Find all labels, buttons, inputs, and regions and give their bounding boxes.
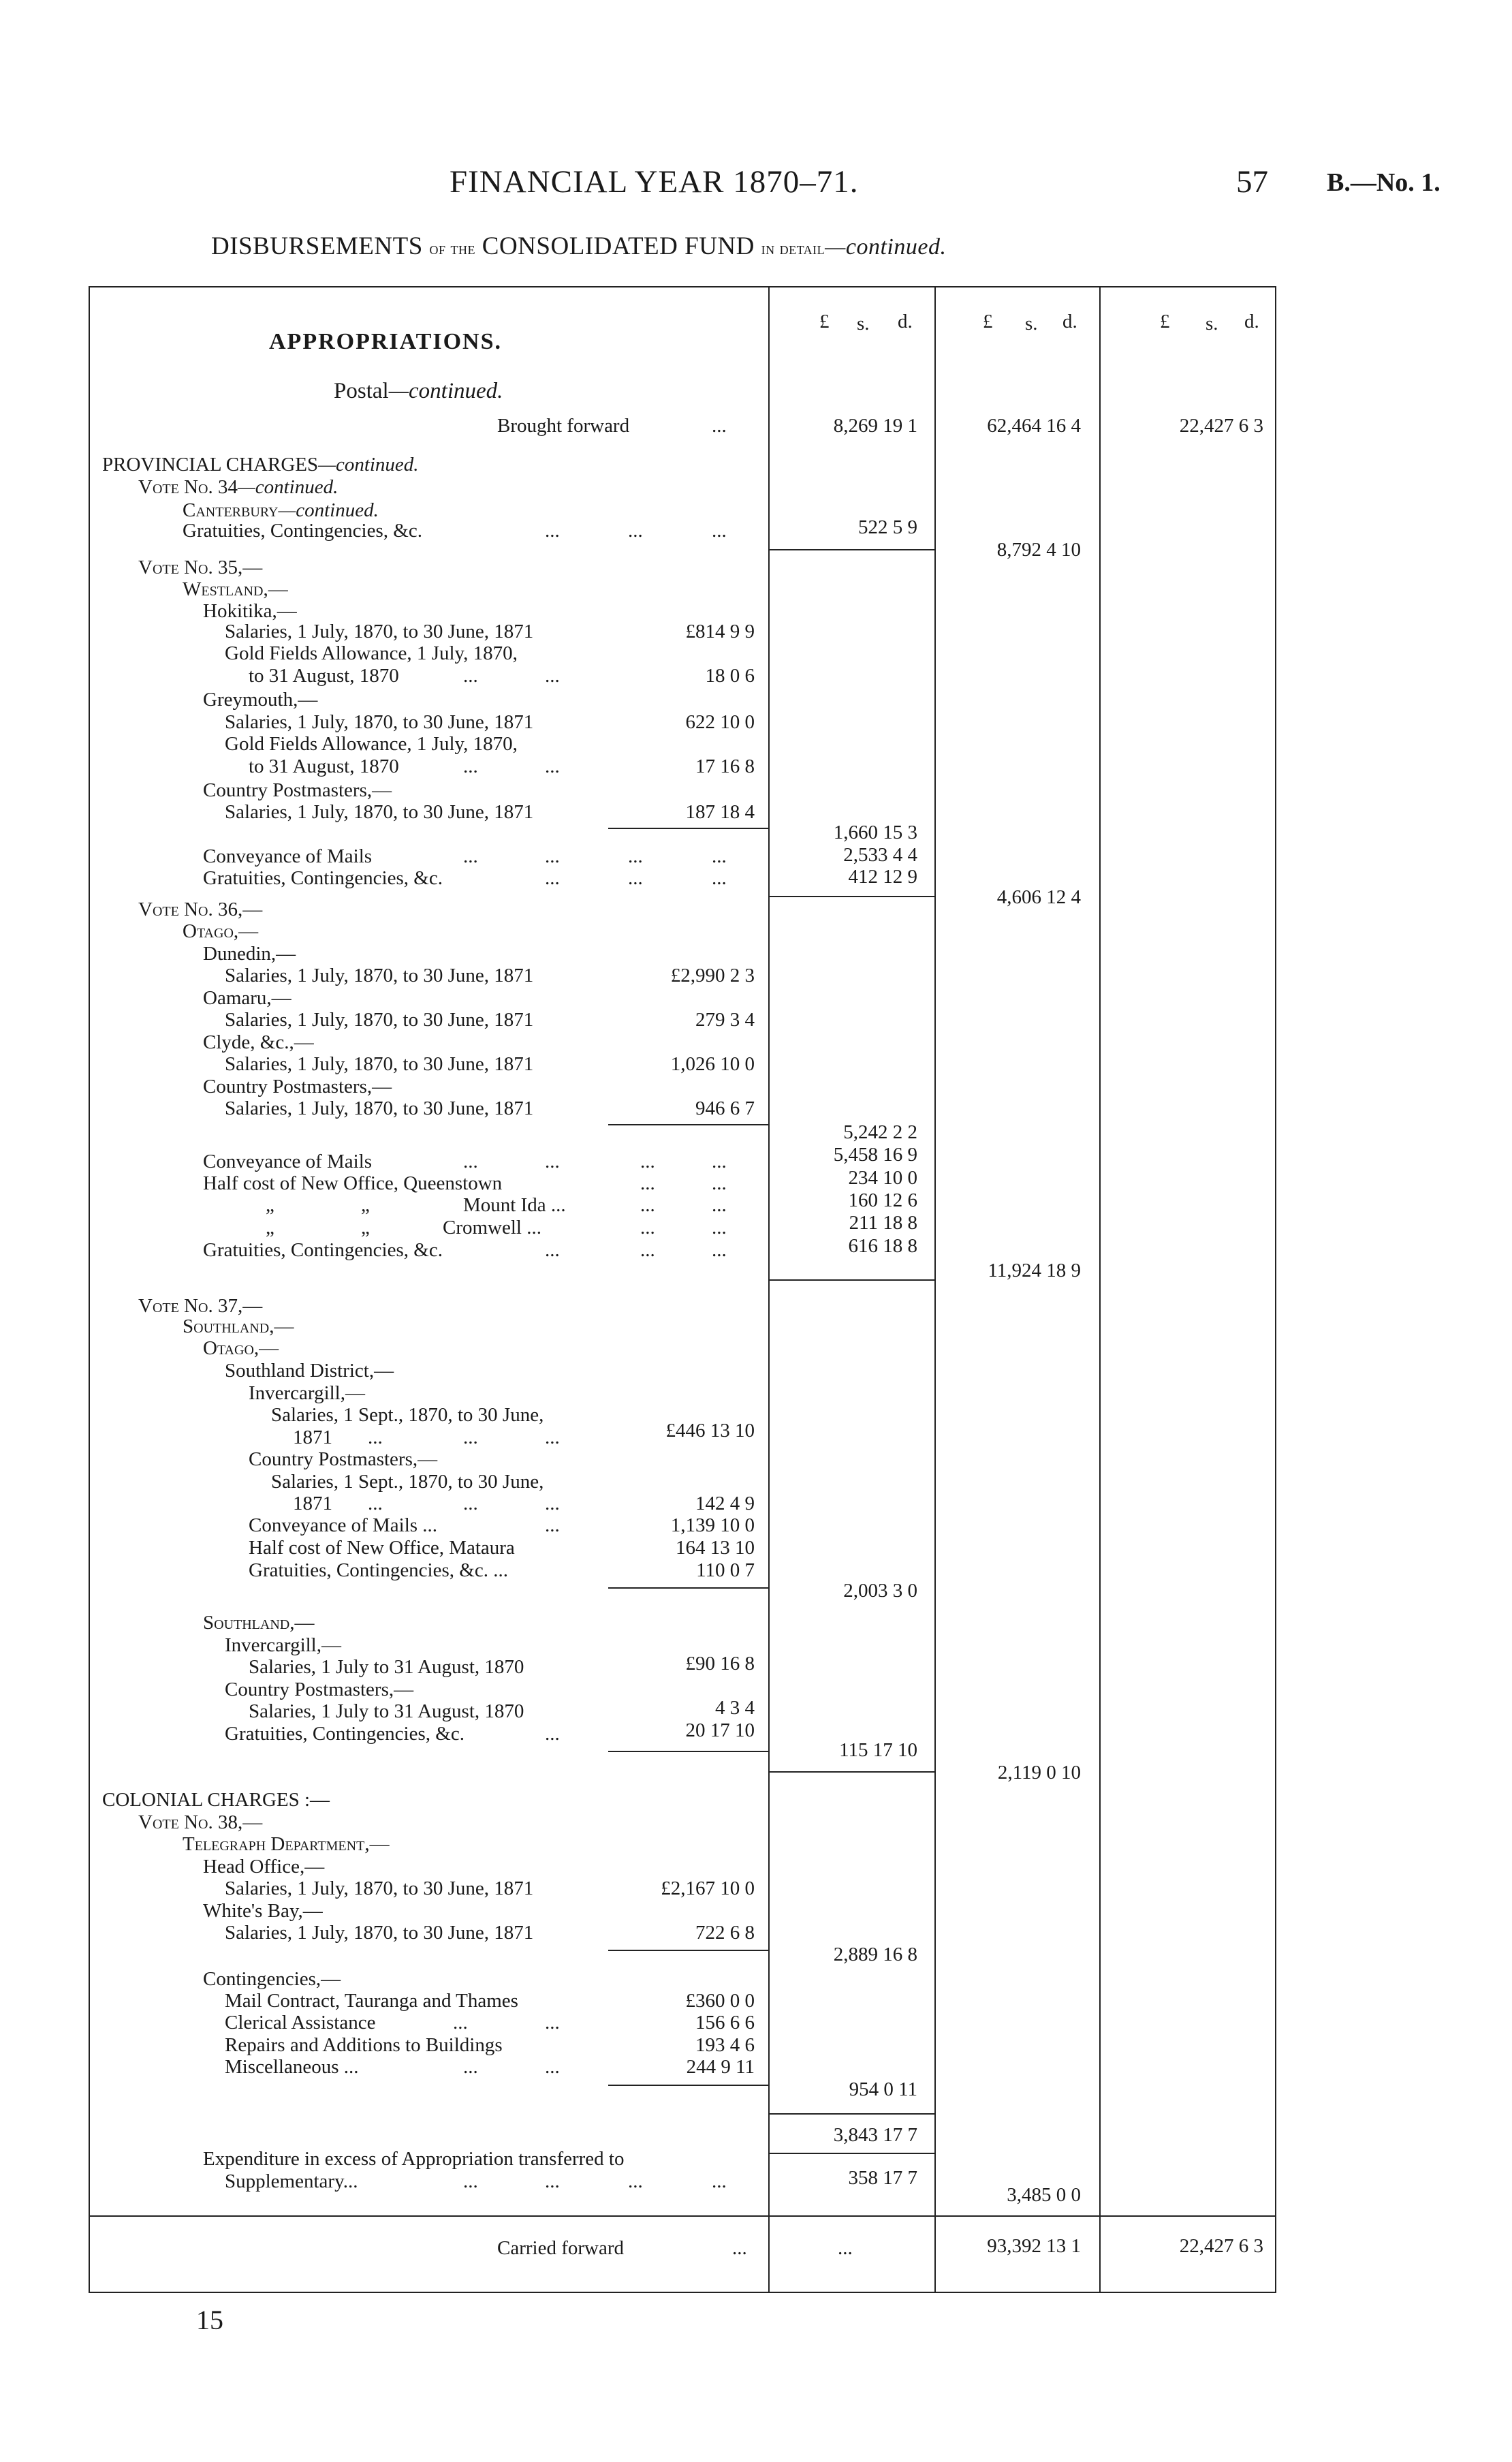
leader-dots: ... xyxy=(628,520,643,542)
leader-dots: ... xyxy=(545,665,560,687)
rule xyxy=(608,2085,768,2086)
leader-dots: ... xyxy=(545,1514,560,1536)
leader-dots: ... xyxy=(712,845,727,867)
repairs-label: Repairs and Additions to Buildings xyxy=(225,2034,503,2056)
gratuities-label: Gratuities, Contingencies, &c. ... xyxy=(249,1559,508,1581)
column-divider-3 xyxy=(1099,286,1101,2293)
westland-conveyance-value: 2,533 4 4 xyxy=(843,844,917,866)
rule xyxy=(768,896,934,897)
clerical-assistance-label: Clerical Assistance xyxy=(225,2012,376,2034)
leader-dots: ... xyxy=(453,2012,468,2034)
rule xyxy=(608,828,768,829)
westland-salaries-total: 1,660 15 3 xyxy=(833,822,917,843)
leader-dots: ... xyxy=(368,1493,383,1514)
brought-forward-c3: 22,427 6 3 xyxy=(1179,415,1263,437)
gold-fields-label: Gold Fields Allowance, 1 July, 1870, xyxy=(225,642,518,664)
leader-dots: ... xyxy=(545,2170,560,2192)
oamaru-heading: Oamaru,— xyxy=(203,987,292,1009)
carried-forward-c1: ... xyxy=(838,2237,853,2259)
leader-dots: ... xyxy=(463,1151,478,1172)
leader-dots: ... xyxy=(712,1239,727,1261)
otago-subheading: Otago,— xyxy=(203,1337,279,1359)
oamaru-salaries-value: 279 3 4 xyxy=(695,1009,755,1031)
table-bottom-rule xyxy=(89,2292,1275,2293)
carried-forward-rule xyxy=(89,2215,1275,2217)
leader-dots: ... xyxy=(545,867,560,889)
leader-dots: ... xyxy=(712,867,727,889)
rule xyxy=(768,1771,934,1773)
vote-37-heading: Vote No. 37,— xyxy=(138,1295,263,1317)
leader-dots: ... xyxy=(545,2056,560,2078)
greymouth-salaries-value: 622 10 0 xyxy=(685,711,755,733)
leader-dots: ... xyxy=(712,1151,727,1172)
otago-gratuities-value: 616 18 8 xyxy=(848,1235,917,1257)
clyde-salaries-label: Salaries, 1 July, 1870, to 30 June, 1871 xyxy=(225,1053,534,1075)
hokitika-heading: Hokitika,— xyxy=(203,600,297,622)
leader-dots: ... xyxy=(732,2237,747,2259)
leader-dots: ... xyxy=(545,1239,560,1261)
rule xyxy=(608,1751,768,1752)
leader-dots: ... xyxy=(640,1172,655,1194)
leader-dots: ... xyxy=(545,1151,560,1172)
postal-heading: Postal—continued. xyxy=(334,379,503,403)
southland-cpm-value: 4 3 4 xyxy=(715,1697,755,1719)
leader-dots: ... xyxy=(463,2170,478,2192)
country-postmasters-salaries-label-2: 1871 xyxy=(293,1493,332,1514)
conveyance-label: Conveyance of Mails xyxy=(203,845,373,867)
telegraph-department-heading: Telegraph Department,— xyxy=(183,1833,390,1855)
southland-invercargill-salaries-value: £90 16 8 xyxy=(685,1653,755,1674)
leader-dots: ... xyxy=(628,845,643,867)
invercargill-salaries-label-2: 1871 xyxy=(293,1427,332,1448)
vote-38-heading: Vote No. 38,— xyxy=(138,1811,263,1833)
clyde-heading: Clyde, &c.,— xyxy=(203,1031,314,1053)
rule xyxy=(768,2113,934,2115)
vote-36-heading: Vote No. 36,— xyxy=(138,899,263,920)
telegraph-total: 3,843 17 7 xyxy=(833,2124,917,2146)
vote-34-heading: Vote No. 34—continued. xyxy=(138,476,338,498)
leader-dots: ... xyxy=(463,755,478,777)
rule xyxy=(768,549,934,550)
ditto-mark: „ xyxy=(361,1194,370,1216)
leader-dots: ... xyxy=(640,1217,655,1238)
leader-dots: ... xyxy=(545,1723,560,1745)
westland-country-postmasters-value: 187 18 4 xyxy=(685,801,755,823)
southland-district-total: 2,003 3 0 xyxy=(843,1580,917,1602)
whites-bay-salaries-label: Salaries, 1 July, 1870, to 30 June, 1871 xyxy=(225,1922,534,1944)
country-postmasters-salaries-label: Salaries, 1 July, 1870, to 30 June, 1871 xyxy=(225,1097,534,1119)
canterbury-heading: Canterbury—continued. xyxy=(183,499,379,521)
leader-dots: ... xyxy=(545,1427,560,1448)
column-divider-1 xyxy=(768,286,770,2293)
leader-dots: ... xyxy=(545,2012,560,2034)
ditto-mark: „ xyxy=(266,1194,274,1216)
leader-dots: ... xyxy=(640,1194,655,1216)
dunedin-salaries-value: £2,990 2 3 xyxy=(670,965,755,986)
excess-expenditure-label: Expenditure in excess of Appropriation transferred to xyxy=(203,2148,625,2170)
table-top-rule xyxy=(89,286,1275,287)
greymouth-heading: Greymouth,— xyxy=(203,689,318,711)
head-office-salaries-value: £2,167 10 0 xyxy=(661,1877,755,1899)
whites-bay-salaries-value: 722 6 8 xyxy=(695,1922,755,1944)
southland-total: 115 17 10 xyxy=(839,1739,917,1761)
leader-dots: ... xyxy=(368,1427,383,1448)
country-postmasters-salaries-label: Salaries, 1 Sept., 1870, to 30 June, xyxy=(271,1471,544,1493)
page-title: FINANCIAL YEAR 1870–71. xyxy=(450,164,859,200)
colonial-charges-heading: COLONIAL CHARGES :— xyxy=(102,1789,330,1811)
leader-dots: ... xyxy=(545,845,560,867)
carried-forward-c2: 93,392 13 1 xyxy=(987,2235,1081,2257)
hokitika-salaries-value: £814 9 9 xyxy=(685,621,755,642)
repairs-value: 193 4 6 xyxy=(695,2034,755,2056)
otago-total-c2: 11,924 18 9 xyxy=(988,1260,1081,1281)
ditto-mark: „ xyxy=(361,1217,370,1238)
country-postmasters-salaries-label: Salaries, 1 July to 31 August, 1870 xyxy=(249,1700,524,1722)
telegraph-salaries-total: 2,889 16 8 xyxy=(833,1944,917,1965)
gold-fields-label: Gold Fields Allowance, 1 July, 1870, xyxy=(225,733,518,755)
conveyance-label: Conveyance of Mails xyxy=(203,1151,373,1172)
southland-district-gratuities-value: 110 0 7 xyxy=(696,1559,755,1581)
provincial-charges-heading: PROVINCIAL CHARGES—continued. xyxy=(102,454,419,476)
greymouth-salaries-label: Salaries, 1 July, 1870, to 30 June, 1871 xyxy=(225,711,534,733)
country-postmasters-heading: Country Postmasters,— xyxy=(249,1448,438,1470)
leader-dots: ... xyxy=(628,867,643,889)
mail-contract-value: £360 0 0 xyxy=(685,1990,755,2012)
vote-35-heading: Vote No. 35,— xyxy=(138,557,263,578)
southland-district-conveyance-value: 1,139 10 0 xyxy=(670,1514,755,1536)
leader-dots: ... xyxy=(712,520,727,542)
page-number: 57 xyxy=(1236,164,1268,200)
excess-expenditure-value: 358 17 7 xyxy=(848,2167,917,2189)
leader-dots: ... xyxy=(712,1217,727,1238)
dunedin-heading: Dunedin,— xyxy=(203,943,296,965)
hokitika-salaries-label: Salaries, 1 July, 1870, to 30 June, 1871 xyxy=(225,621,534,642)
otago-conveyance-value: 5,458 16 9 xyxy=(833,1144,917,1166)
clerical-assistance-value: 156 6 6 xyxy=(695,2012,755,2034)
leader-dots: ... xyxy=(545,1493,560,1514)
leader-dots: ... xyxy=(463,665,478,687)
miscellaneous-label: Miscellaneous ... xyxy=(225,2056,359,2078)
clyde-salaries-value: 1,026 10 0 xyxy=(670,1053,755,1075)
greymouth-gold-fields-value: 17 16 8 xyxy=(695,755,755,777)
westland-total-c2: 4,606 12 4 xyxy=(996,886,1081,908)
gold-fields-label-2: to 31 August, 1870 xyxy=(249,665,399,687)
otago-heading: Otago,— xyxy=(183,920,259,942)
leader-dots: ... xyxy=(712,2170,727,2192)
country-postmasters-salaries-label: Salaries, 1 July, 1870, to 30 June, 1871 xyxy=(225,801,534,823)
country-postmasters-heading: Country Postmasters,— xyxy=(203,1076,392,1097)
invercargill-salaries-value: £446 13 10 xyxy=(665,1420,755,1442)
gratuities-label: Gratuities, Contingencies, &c. xyxy=(203,1239,443,1261)
brought-forward-c2: 62,464 16 4 xyxy=(987,415,1081,437)
invercargill-heading: Invercargill,— xyxy=(249,1382,365,1404)
canterbury-total-c2: 8,792 4 10 xyxy=(996,539,1081,561)
whites-bay-heading: White's Bay,— xyxy=(203,1900,323,1922)
miscellaneous-value: 244 9 11 xyxy=(686,2056,755,2078)
head-office-salaries-label: Salaries, 1 July, 1870, to 30 June, 1871 xyxy=(225,1877,534,1899)
contingencies-total: 954 0 11 xyxy=(849,2078,917,2100)
rule xyxy=(608,1950,768,1951)
telegraph-net-c2: 3,485 0 0 xyxy=(1007,2184,1081,2206)
leader-dots: ... xyxy=(712,1172,727,1194)
head-office-heading: Head Office,— xyxy=(203,1856,325,1877)
leader-dots: ... xyxy=(463,1427,478,1448)
leader-dots: ... xyxy=(712,1194,727,1216)
southland-vote-total-c2: 2,119 0 10 xyxy=(997,1762,1081,1783)
gratuities-label: Gratuities, Contingencies, &c. xyxy=(225,1723,464,1745)
gold-fields-label-2: to 31 August, 1870 xyxy=(249,755,399,777)
brought-forward-c1: 8,269 19 1 xyxy=(833,415,917,437)
half-cost-mataura-label: Half cost of New Office, Mataura xyxy=(249,1537,515,1559)
leader-dots: ... xyxy=(463,845,478,867)
contingencies-heading: Contingencies,— xyxy=(203,1968,341,1990)
leader-dots: ... xyxy=(640,1239,655,1261)
carried-forward-label: Carried forward xyxy=(497,2237,624,2259)
canterbury-gratuities-c1: 522 5 9 xyxy=(858,516,917,538)
country-postmasters-heading: Country Postmasters,— xyxy=(225,1679,414,1700)
invercargill-salaries-label: Salaries, 1 July to 31 August, 1870 xyxy=(249,1656,524,1678)
southland-district-heading: Southland District,— xyxy=(225,1360,394,1382)
leader-dots: ... xyxy=(545,755,560,777)
half-cost-queenstown-label: Half cost of New Office, Queenstown xyxy=(203,1172,503,1194)
footer-page-number: 15 xyxy=(196,2305,223,2335)
section-subtitle: DISBURSEMENTS of the CONSOLIDATED FUND in detail—continued. xyxy=(211,232,947,260)
ditto-mark: „ xyxy=(266,1217,274,1238)
country-postmasters-heading: Country Postmasters,— xyxy=(203,779,392,801)
document-reference: B.—No. 1. xyxy=(1327,168,1440,197)
appropriations-heading: APPROPRIATIONS. xyxy=(269,329,502,354)
rule xyxy=(768,2153,934,2154)
hokitika-gold-fields-value: 18 0 6 xyxy=(705,665,755,687)
leader-dots: ... xyxy=(463,2056,478,2078)
southland-gratuities-value: 20 17 10 xyxy=(685,1719,755,1741)
westland-heading: Westland,— xyxy=(183,578,288,600)
southland-heading: Southland,— xyxy=(183,1315,294,1337)
invercargill-salaries-label: Salaries, 1 Sept., 1870, to 30 June, xyxy=(271,1404,544,1426)
leader-dots: ... xyxy=(640,1151,655,1172)
leader-dots: ... xyxy=(628,2170,643,2192)
column-divider-2 xyxy=(934,286,936,2293)
dunedin-salaries-label: Salaries, 1 July, 1870, to 30 June, 1871 xyxy=(225,965,534,986)
southland-subheading: Southland,— xyxy=(203,1612,315,1634)
queenstown-value: 234 10 0 xyxy=(848,1167,917,1189)
canterbury-gratuities-label: Gratuities, Contingencies, &c. xyxy=(183,520,422,542)
mail-contract-label: Mail Contract, Tauranga and Thames xyxy=(225,1990,518,2012)
carried-forward-c3: 22,427 6 3 xyxy=(1179,2235,1263,2257)
mataura-value: 164 13 10 xyxy=(676,1537,755,1559)
cromwell-label: Cromwell ... xyxy=(443,1217,541,1238)
conveyance-label: Conveyance of Mails ... xyxy=(249,1514,438,1536)
cromwell-value: 211 18 8 xyxy=(849,1212,917,1234)
supplementary-label: Supplementary... xyxy=(225,2170,358,2192)
leader-dots: ... xyxy=(712,415,727,437)
rule xyxy=(608,1124,768,1125)
gratuities-label: Gratuities, Contingencies, &c. xyxy=(203,867,443,889)
leader-dots: ... xyxy=(545,520,560,542)
invercargill-heading: Invercargill,— xyxy=(225,1634,341,1656)
southland-district-cpm-value: 142 4 9 xyxy=(695,1493,755,1514)
mount-ida-value: 160 12 6 xyxy=(848,1189,917,1211)
otago-country-postmasters-value: 946 6 7 xyxy=(695,1097,755,1119)
leader-dots: ... xyxy=(463,1493,478,1514)
rule xyxy=(608,1587,768,1589)
rule xyxy=(768,1279,934,1281)
mount-ida-label: Mount Ida ... xyxy=(463,1194,566,1216)
brought-forward-label: Brought forward xyxy=(497,415,630,437)
otago-salaries-total: 5,242 2 2 xyxy=(843,1121,917,1143)
oamaru-salaries-label: Salaries, 1 July, 1870, to 30 June, 1871 xyxy=(225,1009,534,1031)
westland-gratuities-value: 412 12 9 xyxy=(848,866,917,888)
